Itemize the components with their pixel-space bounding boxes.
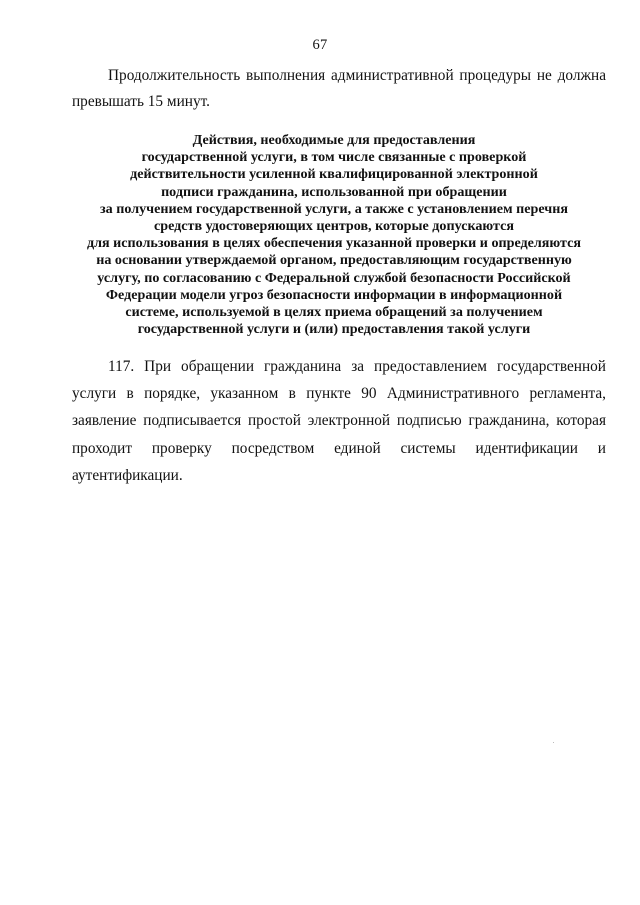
heading-line: подписи гражданина, использованной при обращении: [161, 183, 507, 200]
page-number: 67: [312, 37, 328, 53]
heading-line: услугу, по согласованию с Федеральной службой безопасности Российской: [97, 269, 571, 286]
paragraph-117: 117. При обращении гражданина за предоставлением государственной услуги в порядке, указанном в пункте 90 Административного регламента, заявление подписывается простой электронной подписью гражданина, которая проходит проверку посредством единой системы идентификации и аутентификации.: [72, 358, 606, 484]
heading-line: государственной услуги, в том числе связанные с проверкой: [141, 149, 527, 166]
heading-line: Действия, необходимые для предоставления: [192, 132, 476, 148]
heading-line: государственной услуги и (или) предоставления такой услуги: [137, 321, 531, 338]
heading-line: средств удостоверяющих центров, которые допускаются: [154, 218, 514, 235]
paragraph-procedure-duration: Продолжительность выполнения административной процедуры не должна превышать 15 минут.: [72, 67, 606, 110]
section-heading: [60, 132, 608, 338]
heading-line: на основании утверждаемой органом, предоставляющим государственную: [96, 252, 572, 269]
heading-line: за получением государственной услуги, а также с установлением перечня: [100, 200, 568, 217]
heading-line: системе, используемой в целях приема обращений за получением: [125, 304, 543, 321]
heading-line: для использования в целях обеспечения указанной проверки и определяются: [86, 235, 581, 252]
heading-line: Федерации модели угроз безопасности информации в информационной: [105, 286, 563, 303]
heading-line: действительности усиленной квалифицированной электронной: [130, 166, 538, 183]
scan-speck: [553, 742, 554, 743]
